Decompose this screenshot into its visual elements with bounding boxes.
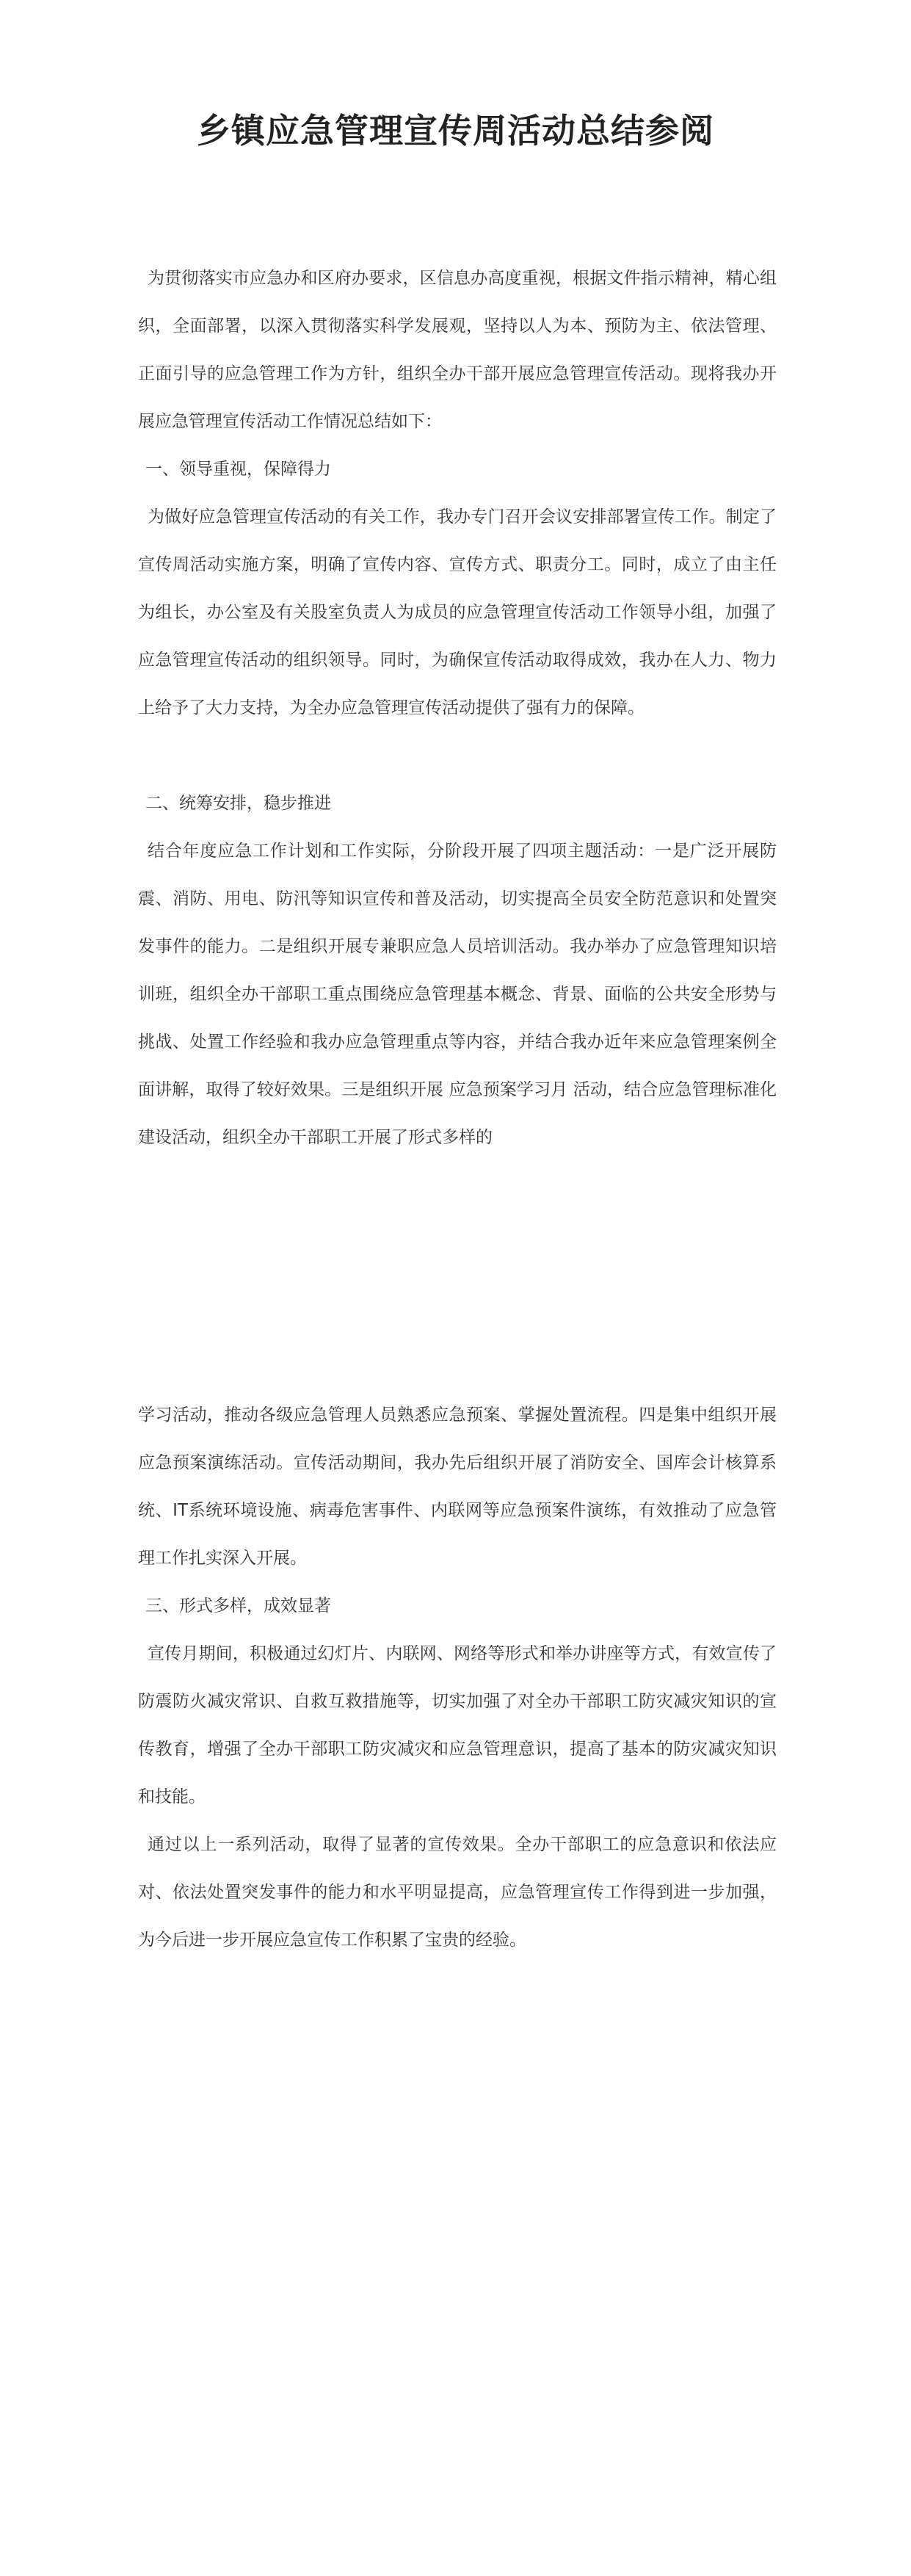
section-1-paragraph: 为做好应急管理宣传活动的有关工作，我办专门召开会议安排部署宣传工作。制定了宣传周活动实施方案，明确了宣传内容、宣传方式、职责分工。同时，成立了由主任为组长，办公室及有关股室负责人为成员的应急管理宣传活动工作领导小组，加强了应急管理宣传活动的组织领导。同时，为确保宣传活动取得成效，我办在人力、物力上给予了大力支持，为全办应急管理宣传活动提供了强有力的保障。 (138, 507, 777, 717)
section-heading-1: 一、领导重视，保障得力 (145, 460, 331, 479)
document-title: 乡镇应急管理宣传周活动总结参阅 (197, 111, 714, 151)
section-heading-3: 三、形式多样，成效显著 (145, 1596, 331, 1616)
section-3-paragraph: 宣传月期间，积极通过幻灯片、内联网、网络等形式和举办讲座等方式，有效宣传了防震防火减灾常识、自救互救措施等，切实加强了对全办干部职工防灾减灾知识的宣传教育，增强了全办干部职工防灾减灾和应急管理意识，提高了基本的防灾减灾知识和技能。 (138, 1644, 777, 1806)
section-heading-2: 二、统筹安排，稳步推进 (145, 794, 331, 813)
intro-paragraph: 为贯彻落实市应急办和区府办要求，区信息办高度重视，根据文件指示精神，精心组织，全面部署，以深入贯彻落实科学发展观，坚持以人为本、预防为主、依法管理、正面引导的应急管理工作为方针，组织全办干部开展应急管理宣传活动。现将我办开展应急管理宣传活动工作情况总结如下： (138, 269, 777, 431)
section-2-paragraph-continued: 学习活动，推动各级应急管理人员熟悉应急预案、掌握处置流程。四是集中组织开展应急预案演练活动。宣传活动期间，我办先后组织开展了消防安全、国库会计核算系统、IT系统环境设施、病毒危害事件、内联网等应急预案件演练，有效推动了应急管理工作扎实深入开展。 (138, 1405, 777, 1568)
closing-paragraph: 通过以上一系列活动，取得了显著的宣传效果。全办干部职工的应急意识和依法应对、依法处置突发事件的能力和水平明显提高，应急管理宣传工作得到进一步加强，为今后进一步开展应急宣传工作积累了宝贵的经验。 (138, 1835, 777, 1950)
section-2-paragraph: 结合年度应急工作计划和工作实际，分阶段开展了四项主题活动：一是广泛开展防震、消防、用电、防汛等知识宣传和普及活动，切实提高全员安全防范意识和处置突发事件的能力。二是组织开展专兼职应急人员培训活动。我办举办了应急管理知识培训班，组织全办干部职工重点围绕应急管理基本概念、背景、面临的公共安全形势与挑战、处置工作经验和我办应急管理重点等内容，并结合我办近年来应急管理案例全面讲解，取得了较好效果。三是组织开展 应急预案学习月 活动，结合应急管理标准化建设活动，组织全办干部职工开展了形式多样的 (138, 842, 777, 1147)
